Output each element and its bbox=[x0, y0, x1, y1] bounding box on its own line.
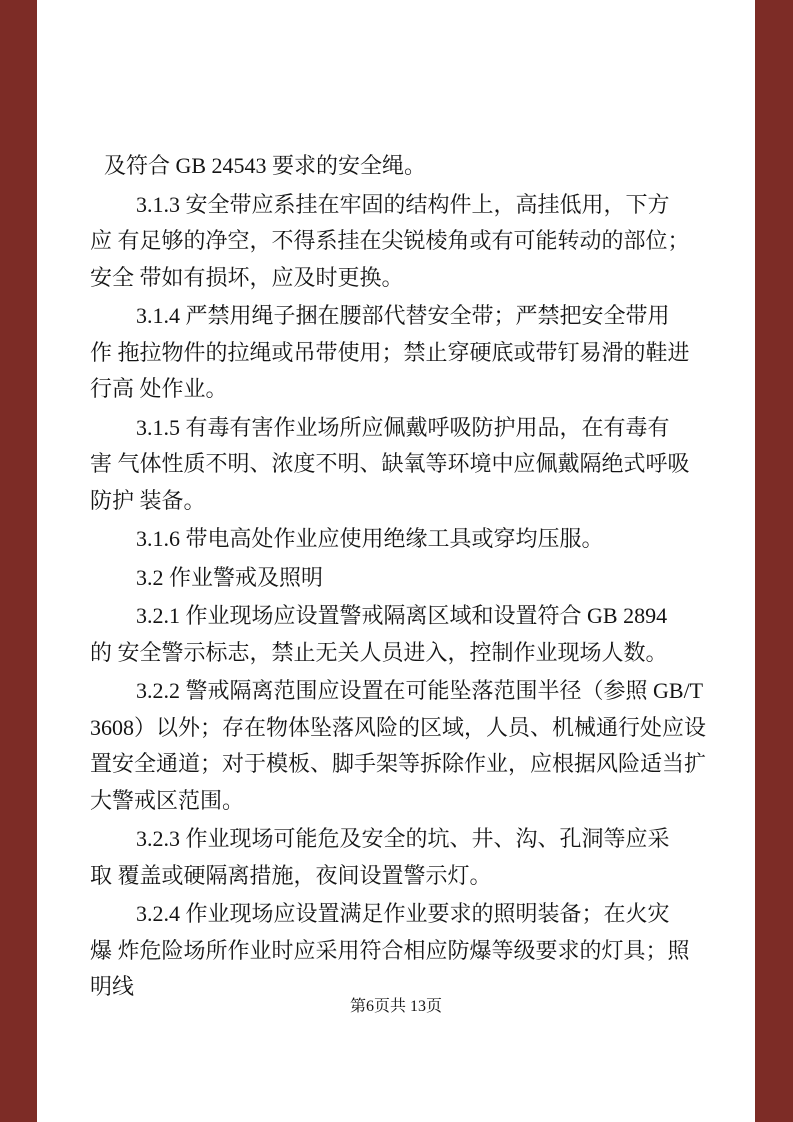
document-page bbox=[37, 0, 755, 1122]
paragraph bbox=[90, 298, 710, 408]
text-line: 3.2.1 作业现场应设置警戒隔离区域和设置符合 GB 2894 bbox=[136, 603, 668, 628]
paragraph bbox=[90, 673, 710, 819]
paragraph bbox=[90, 896, 710, 1006]
paragraph bbox=[90, 560, 710, 597]
text-line: 安全 带如有损坏，应及时更换。 bbox=[90, 264, 404, 290]
paragraph bbox=[90, 821, 710, 894]
paragraph bbox=[90, 410, 710, 520]
text-line: 的 安全警示标志，禁止无关人员进入，控制作业现场人数。 bbox=[90, 639, 668, 665]
paragraph bbox=[90, 598, 710, 671]
text-line: 3.2.4 作业现场应设置满足作业要求的照明装备；在火灾 bbox=[136, 901, 670, 926]
paragraph bbox=[90, 148, 710, 185]
text-line: 3.2.2 警戒隔离范围应设置在可能坠落范围半径（参照 GB/T bbox=[136, 678, 704, 703]
viewer-background-right-bar bbox=[755, 0, 793, 1122]
text-line: 作 拖拉物件的拉绳或吊带使用；禁止穿硬底或带钉易滑的鞋进 bbox=[90, 339, 690, 365]
document-body bbox=[90, 148, 710, 1008]
page-number-footer: 第6页共 13页 bbox=[349, 998, 442, 1015]
text-line: 爆 炸危险场所作业时应采用符合相应防爆等级要求的灯具；照 bbox=[90, 937, 690, 963]
viewer-background-left-bar bbox=[0, 0, 37, 1122]
text-line: 3.1.5 有毒有害作业场所应佩戴呼吸防护用品，在有毒有 bbox=[136, 414, 670, 440]
text-line: 害 气体性质不明、浓度不明、缺氧等环境中应佩戴隔绝式呼吸 bbox=[90, 451, 690, 476]
text-line: 3.2 作业警戒及照明 bbox=[136, 564, 324, 590]
text-line: 3.1.3 安全带应系挂在牢固的结构件上，高挂低用，下方 bbox=[136, 191, 670, 217]
text-line: 3.1.4 严禁用绳子捆在腰部代替安全带；严禁把安全带用 bbox=[136, 303, 670, 328]
paragraph bbox=[90, 187, 710, 297]
paragraph bbox=[90, 521, 710, 558]
text-line: 3608）以外；存在物体坠落风险的区域，人员、机械通行处应设 bbox=[90, 714, 707, 740]
text-line: 3.1.6 带电高处作业应使用绝缘工具或穿均压服。 bbox=[136, 526, 604, 551]
text-line: 应 有足够的净空，不得系挂在尖锐棱角或有可能转动的部位； bbox=[90, 228, 690, 253]
text-line: 3.2.3 作业现场可能危及安全的坑、井、沟、孔洞等应采 bbox=[136, 826, 670, 851]
text-line: 防护 装备。 bbox=[90, 487, 206, 513]
text-line: 明线 bbox=[90, 974, 135, 999]
text-line: 行高 处作业。 bbox=[90, 376, 228, 401]
text-line: 及符合 GB 24543 要求的安全绳。 bbox=[104, 153, 427, 178]
text-line: 大警戒区范围。 bbox=[90, 787, 245, 813]
text-line: 置安全通道；对于模板、脚手架等拆除作业，应根据风险适当扩 bbox=[90, 751, 707, 776]
text-line: 取 覆盖或硬隔离措施，夜间设置警示灯。 bbox=[90, 862, 492, 888]
